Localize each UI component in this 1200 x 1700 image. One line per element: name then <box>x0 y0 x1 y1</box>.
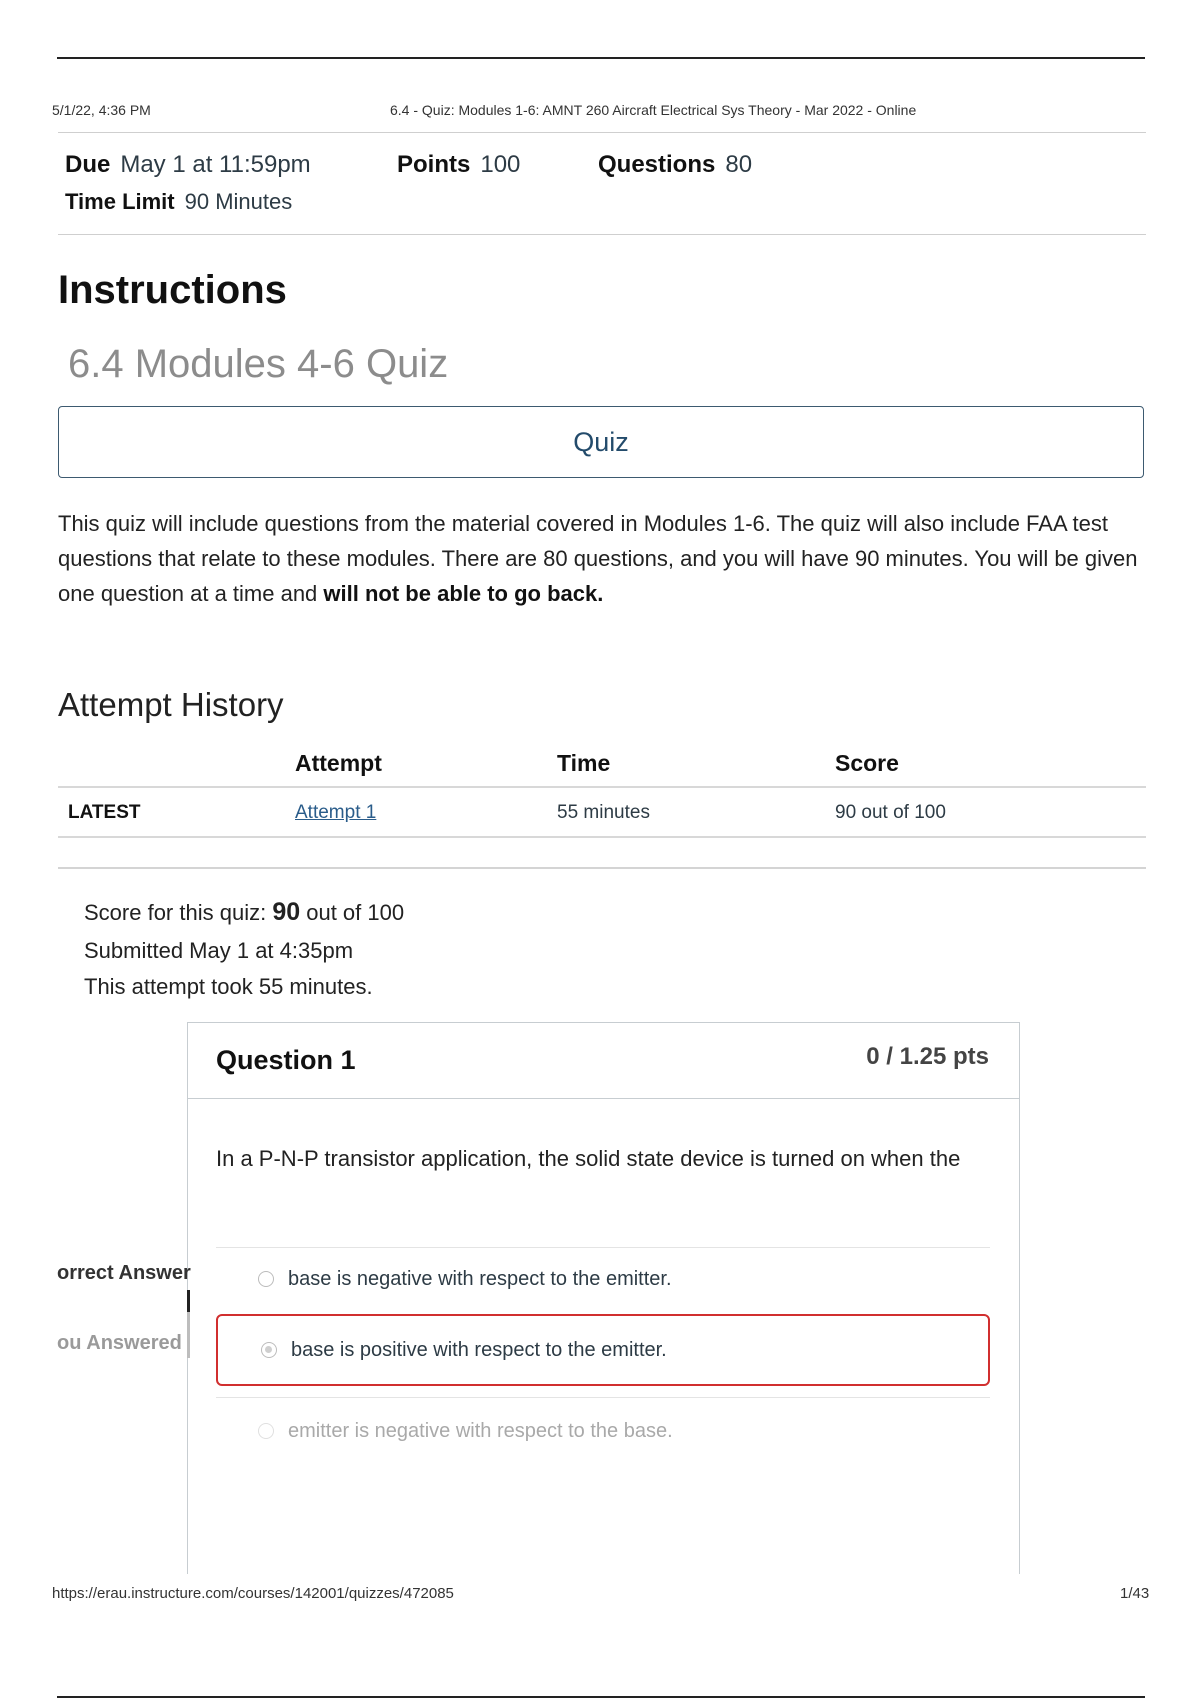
column-header-attempt: Attempt <box>295 750 382 776</box>
latest-tag: LATEST <box>68 802 141 823</box>
time-limit-label: Time Limit <box>65 189 175 214</box>
print-page-number: 1/43 <box>1120 1585 1150 1602</box>
answer-divider <box>216 1397 990 1398</box>
top-page-rule <box>57 57 1145 59</box>
print-page-title: 6.4 - Quiz: Modules 1-6: AMNT 260 Aircraft Electrical Sys Theory - Mar 2022 - Online <box>390 102 917 118</box>
time-limit <box>65 189 292 215</box>
table-header-divider <box>58 786 1146 788</box>
question-header <box>188 1023 1019 1099</box>
bottom-page-rule <box>57 1696 1145 1698</box>
points-value: 100 <box>480 151 521 178</box>
quiz-title: 6.4 Modules 4-6 Quiz <box>68 342 449 386</box>
answer-option[interactable] <box>216 1403 990 1459</box>
radio-button[interactable] <box>258 1271 274 1287</box>
radio-button-checked[interactable] <box>261 1342 277 1358</box>
due-label: Due <box>65 151 111 178</box>
meta-divider <box>58 234 1146 235</box>
attempt-score: 90 out of 100 <box>835 802 946 823</box>
header-divider <box>58 132 1146 133</box>
you-answered-marker <box>187 1312 190 1358</box>
quiz-button-label: Quiz <box>573 426 629 457</box>
print-footer-url: https://erau.instructure.com/courses/142001/quizzes/472085 <box>52 1585 454 1602</box>
question-text: In a P-N-P transistor application, the solid state device is turned on when the <box>216 1146 961 1171</box>
question-title: Question 1 <box>216 1045 356 1075</box>
score-value: 90 <box>272 898 301 926</box>
quiz-score <box>84 898 404 927</box>
question-card <box>187 1022 1020 1574</box>
description-text: This quiz will include questions from the material covered in Modules 1-6. The quiz will also include FAA test questions that relate to these modules. There are 80 questions, and you will have 90 minutes. You will be given one question at a time and <box>58 511 1138 606</box>
radio-button[interactable] <box>258 1423 274 1439</box>
points <box>397 151 520 179</box>
time-limit-value: 90 Minutes <box>184 189 293 214</box>
section-divider <box>58 867 1146 869</box>
column-header-time: Time <box>557 750 611 776</box>
points-label: Points <box>397 151 471 178</box>
print-date: 5/1/22, 4:36 PM <box>52 102 151 118</box>
answer-option-correct[interactable] <box>216 1251 990 1307</box>
score-suffix: out of 100 <box>300 900 405 925</box>
answer-option-selected-wrong[interactable] <box>216 1314 990 1386</box>
quiz-description <box>58 506 1148 611</box>
attempt-history-heading: Attempt History <box>58 686 284 723</box>
instructions-heading: Instructions <box>58 268 287 312</box>
submitted-time: Submitted May 1 at 4:35pm <box>84 938 354 963</box>
questions-value: 80 <box>725 151 753 178</box>
table-row-divider <box>58 836 1146 838</box>
questions-count <box>598 151 752 179</box>
questions-label: Questions <box>598 151 716 178</box>
question-points: 0 / 1.25 pts <box>866 1043 989 1070</box>
column-header-score: Score <box>835 750 899 776</box>
attempt-time: 55 minutes <box>557 802 650 823</box>
score-prefix: Score for this quiz: <box>84 900 273 925</box>
answer-text: emitter is negative with respect to the base. <box>288 1419 673 1442</box>
answer-text: base is negative with respect to the emitter. <box>288 1267 672 1290</box>
attempt-1-link[interactable]: Attempt 1 <box>295 802 377 823</box>
attempt-duration: This attempt took 55 minutes. <box>84 974 373 999</box>
answer-divider <box>216 1247 990 1248</box>
description-warning: will not be able to go back. <box>323 581 604 606</box>
you-answered-label: ou Answered <box>57 1332 182 1354</box>
answer-text: base is positive with respect to the emitter. <box>291 1338 667 1361</box>
due-date <box>65 151 311 179</box>
due-value: May 1 at 11:59pm <box>120 151 311 178</box>
quiz-button[interactable] <box>58 406 1144 478</box>
correct-answer-label: orrect Answer <box>57 1262 191 1284</box>
